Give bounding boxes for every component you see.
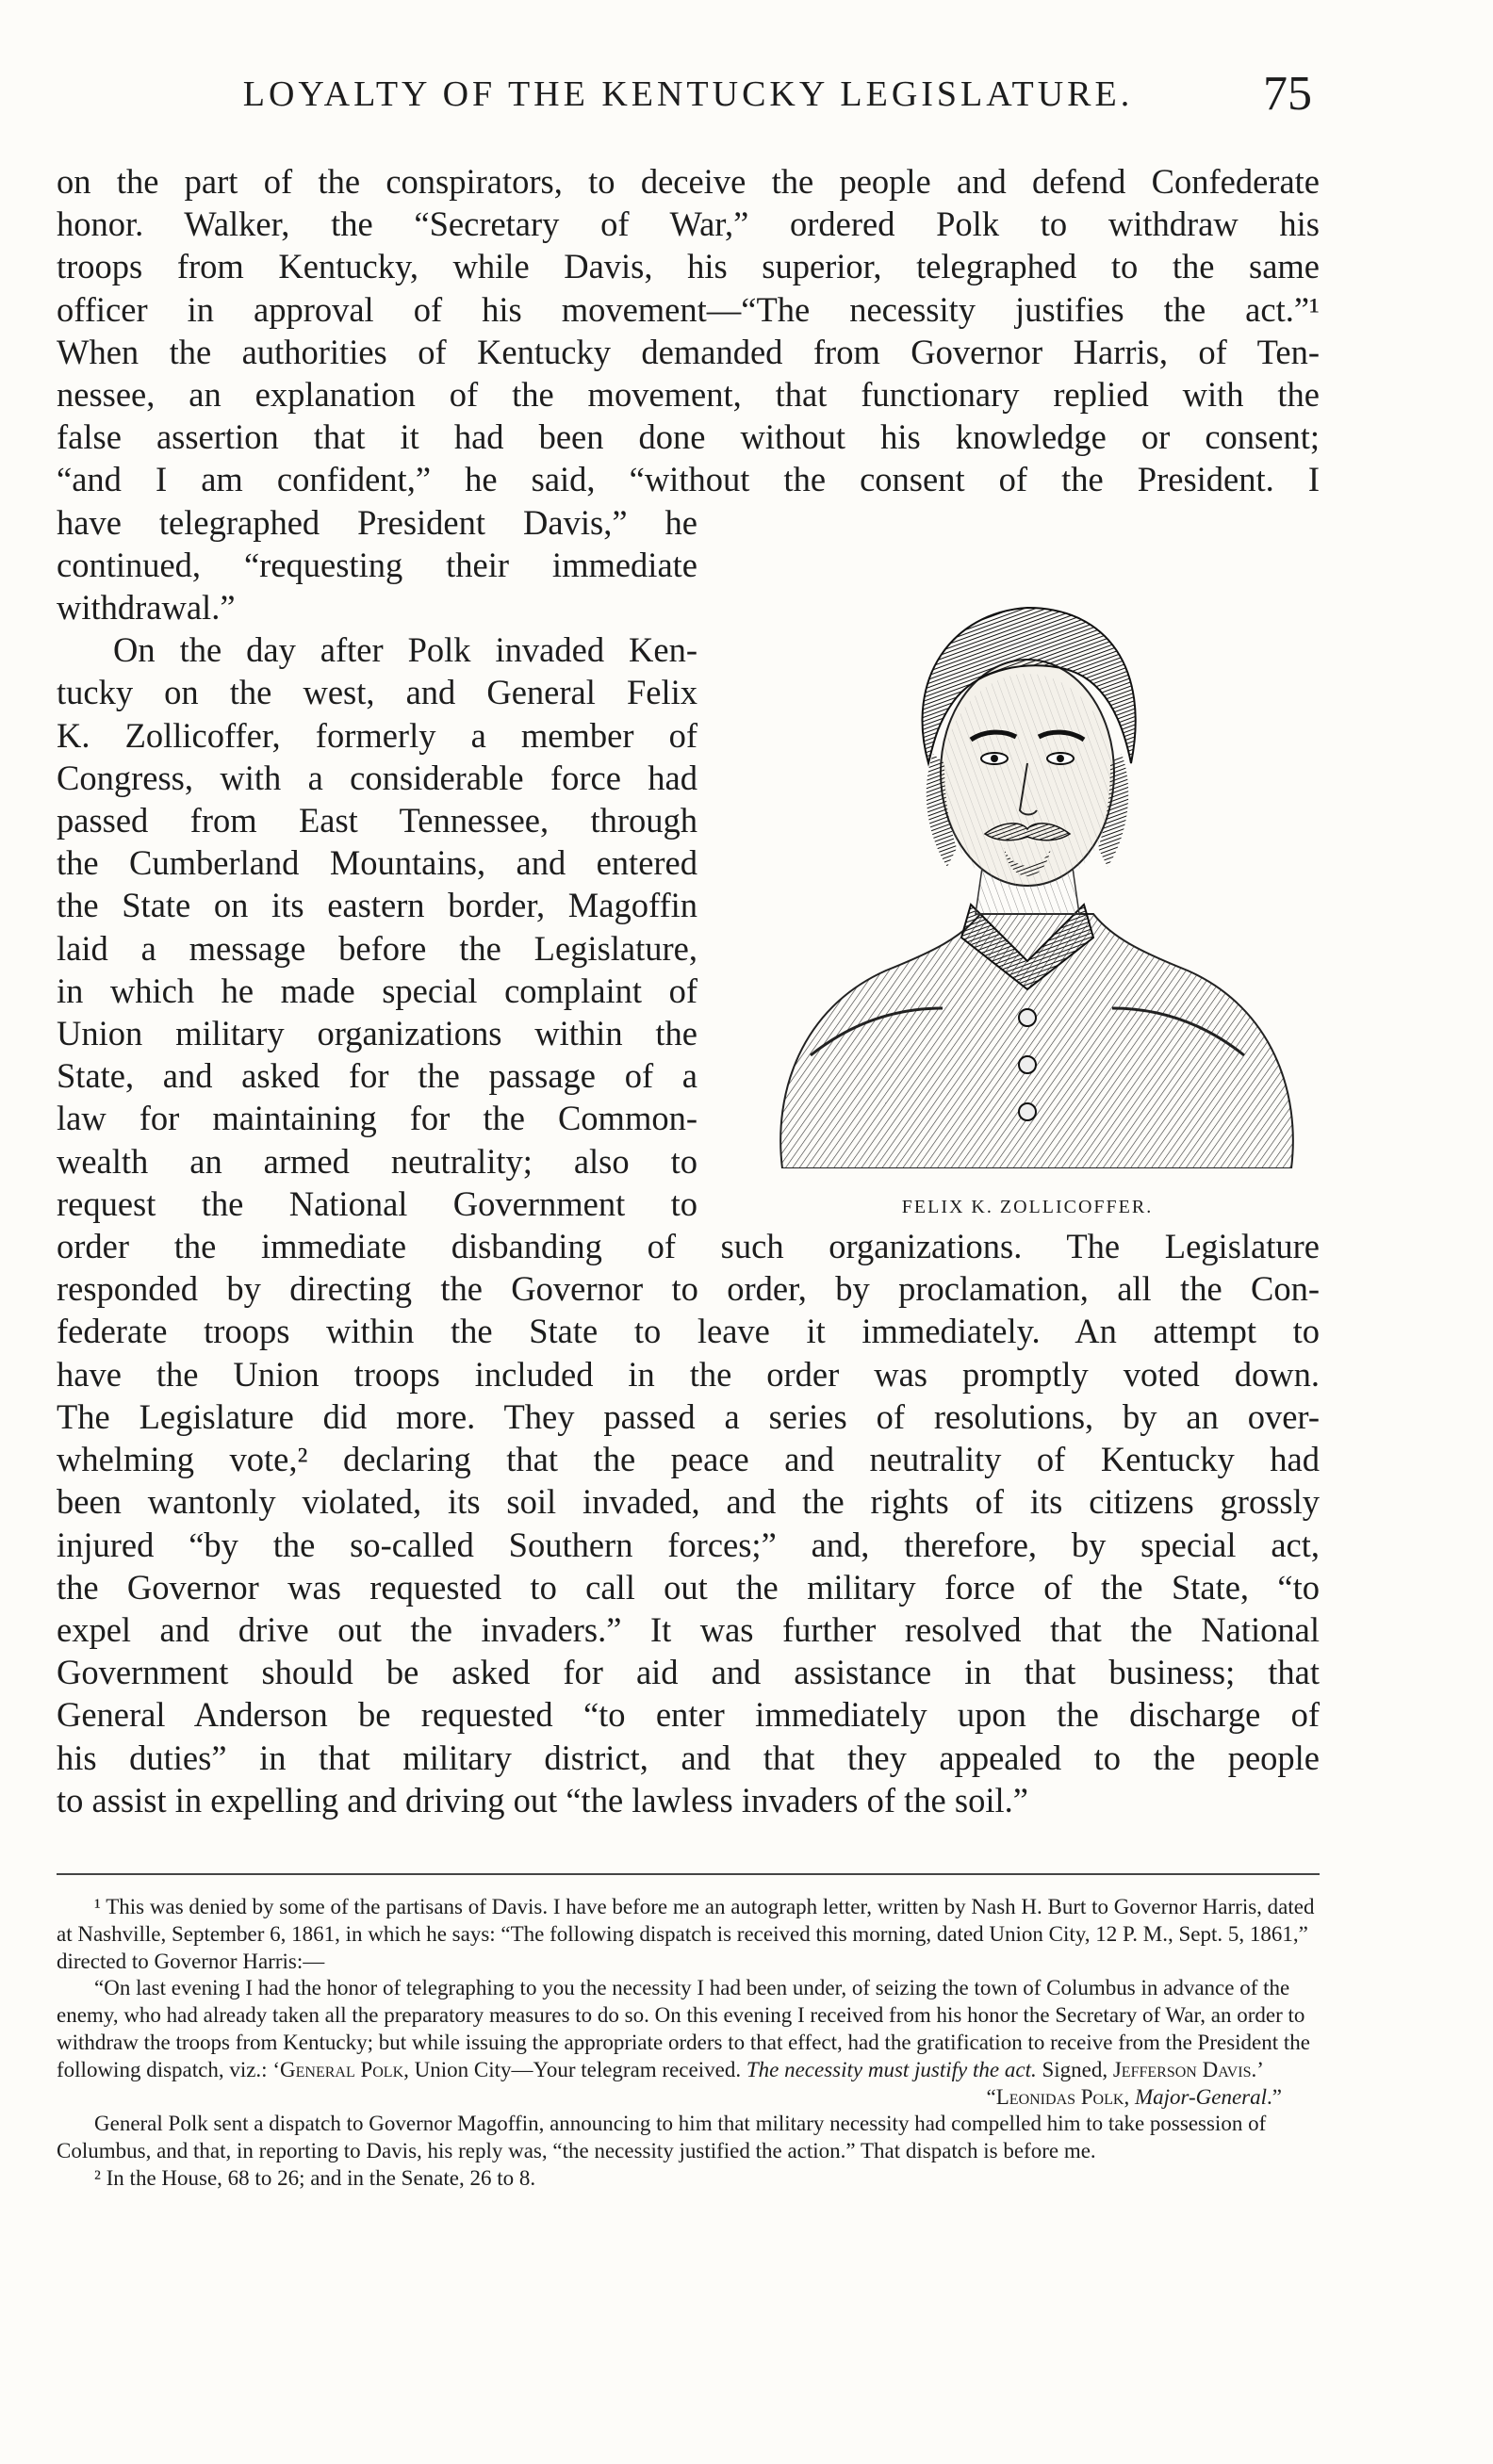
text-line: the Cumberland Mountains, and entered [57,843,697,883]
text-line: troops from Kentucky, while Davis, his superior, telegraphed to the same [57,247,1320,286]
text-line: passed from East Tennessee, through [57,801,697,840]
portrait-illustration [745,565,1310,1168]
text-line: When the authorities of Kentucky demanded from Governor Harris, of Ten- [57,332,1320,371]
text-line: withdrawal.” [57,588,236,628]
text-line: to assist in expelling and driving out “the lawless invaders of the soil.” [57,1780,1028,1819]
wrapped-paragraph [57,501,697,1225]
footnote-text: “ [986,2084,996,2109]
text-line: whelming vote,² declaring that the peace and neutrality of Kentucky had [57,1440,1320,1479]
footnote-italic-quote: The necessity must justify the act. [746,2057,1037,2081]
text-line: federate troops within the State to leave it immediately. An attempt to [57,1312,1320,1351]
text-line: on the part of the conspirators, to deceive the people and defend Confederate [57,162,1320,201]
text-line: the Governor was requested to call out the military force of the State, “to [57,1567,1320,1607]
text-line: “and I am confident,” he said, “without the consent of the President. I [57,460,1320,499]
text-line: laid a message before the Legislature, [57,928,697,968]
footnote-text: .’ [1251,2057,1264,2081]
text-line: expel and drive out the invaders.” It was further resolved that the National [57,1609,1320,1649]
text-line: law for maintaining for the Common- [57,1099,697,1138]
text-line: injured “by the so-called Southern forces;” and, therefore, by special act, [57,1525,1320,1564]
footnote-text: Signed, [1036,2057,1113,2081]
footnote-divider [57,1873,1320,1875]
text-line: been wantonly violated, its soil invaded, and the rights of its citizens grossly [57,1482,1320,1522]
page-number: 75 [1263,67,1312,121]
text-line: continued, “requesting their immediate [57,545,697,584]
text-line: K. Zollicoffer, formerly a member of [57,715,697,755]
footnote-1-paragraph-3: General Polk sent a dispatch to Governor Magoffin, announcing to him that military necessity had compelled him to take possession of Columbus, and that, in reporting to Davis, his reply was, “the necessity justified the action.” That dispatch is before me. [57,2112,1267,2163]
footnote-text: , Union City—Your telegram received. [403,2057,746,2081]
text-line: have telegraphed President Davis,” he [57,502,697,542]
footnote-text: “On last evening I had the honor of telegraphing to you the necessity I had been under, of seizing the town of Columbus in advance of the enemy, who had already taken all the preparatory measures to do so. On this evening I received from his honor the Secretary of War, an order to withdraw the troops from Kentucky; but while issuing the appropriate orders to that effect, had the gratification to receive from the President the following dispatch, viz.: ‘ [57,1976,1310,2081]
text-line: order the immediate disbanding of such organizations. The Legislature [57,1227,1320,1266]
text-line: wealth an armed neutrality; also to [57,1141,697,1181]
running-title: LOYALTY OF THE KENTUCKY LEGISLATURE. [242,74,1134,114]
text-line: officer in approval of his movement—“The necessity justifies the act.”¹ [57,289,1320,329]
text-line: in which he made special complaint of [57,971,697,1010]
running-head [57,73,1320,115]
portrait-engraving [745,565,1310,1168]
text-line: false assertion that it had been done without his knowledge or consent; [57,417,1320,457]
closing-paragraph [57,1225,1320,1821]
footnote-1-signature [57,2084,1320,2112]
signature-name: Leonidas Polk [995,2084,1124,2109]
footnote-1-paragraph-2 [57,1975,1320,2083]
text-line: honor. Walker, the “Secretary of War,” ordered Polk to withdraw his [57,204,1320,244]
opening-paragraph [57,160,1320,501]
signature-rank: Major-General [1134,2084,1268,2109]
text-line: General Anderson be requested “to enter immediately upon the discharge of [57,1695,1320,1735]
figure-caption: FELIX K. ZOLLICOFFER. [901,1197,1154,1217]
text-line: request the National Government to [57,1183,697,1223]
footnote-1-paragraph-1: ¹ This was denied by some of the partisans of Davis. I have before me an autograph letter, written by Nash H. Burt to Governor Harris, dated at Nashville, September 6, 1861, in which he says: “The following dispatch is received this morning, dated Union City, 12 P. M., Sept. 5, 1861,” directed to Governor Harris:— [57,1895,1315,1973]
text-line: Union military organizations within the [57,1014,697,1053]
text-line: nessee, an explanation of the movement, that functionary replied with the [57,375,1320,415]
footnote-text: .” [1267,2084,1282,2109]
footnote-smallcaps-name: Jefferson Davis [1112,2057,1252,2081]
footnotes [57,1894,1320,2193]
footnote-2: ² In the House, 68 to 26; and in the Senate, 26 to 8. [94,2165,536,2190]
text-line: the State on its eastern border, Magoffin [57,886,697,925]
text-line: On the day after Polk invaded Ken- [113,630,697,670]
text-line: have the Union troops included in the order was promptly voted down. [57,1354,1320,1394]
footnote-smallcaps-name: General Polk [280,2057,404,2081]
footnote-text: , [1124,2084,1135,2109]
text-line: responded by directing the Governor to order, by proclamation, all the Con- [57,1269,1320,1309]
text-line: State, and asked for the passage of a [57,1056,697,1096]
text-line: tucky on the west, and General Felix [57,673,697,712]
text-line: his duties” in that military district, and that they appealed to the people [57,1738,1320,1777]
text-line: The Legislature did more. They passed a series of resolutions, by an over- [57,1396,1320,1436]
text-line: Congress, with a considerable force had [57,758,697,797]
text-line: Government should be asked for aid and assistance in that business; that [57,1653,1320,1692]
